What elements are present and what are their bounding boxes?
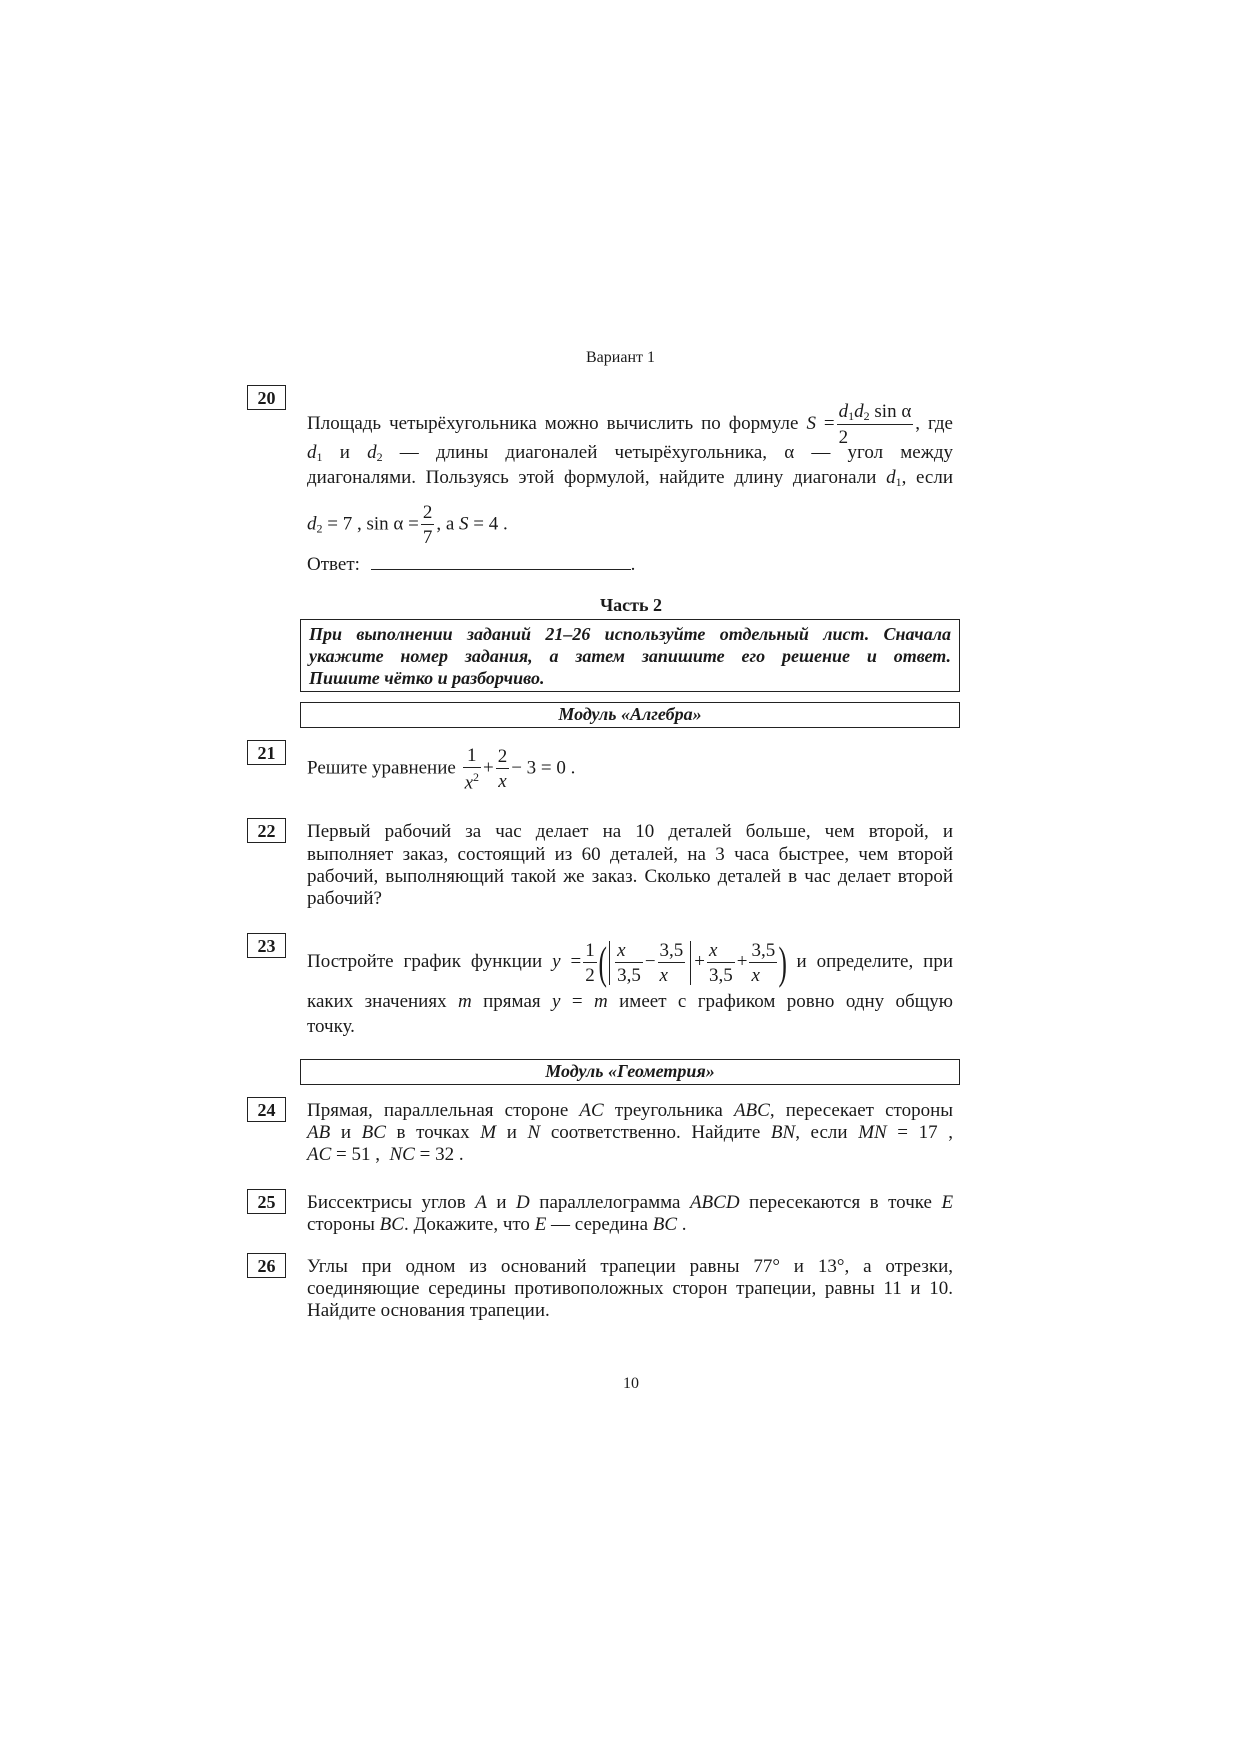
task-23-line-1: Постройте график функции y = $\frac{1}{2}$ ( $\frac{x}{3,5}$ − $\frac{3,5}{x}$ + $\frac{x}{3,5}$ + $\frac{3,5}{x}$ ) и определите, при	[307, 936, 954, 988]
task-22-line-3: рабочий, выполняющий такой же заказ. Сколько деталей в час делает второй	[307, 866, 953, 887]
task-number-24: 24	[247, 1097, 286, 1122]
task-21-line-1: Решите уравнение $\frac{1}{x^2}$ + $\frac{2}{x}$ − 3 = 0 .	[307, 745, 576, 794]
sin-alpha-fraction: $\frac{2}{7}$	[422, 502, 433, 548]
part-2-title: Часть 2	[599, 595, 663, 615]
task-number-23: 23	[247, 933, 286, 958]
task-20-line-2: $d_1$ и $d_2$ — длины диагоналей четырёхугольника, α — угол между	[307, 442, 954, 464]
part-2-instructions-box	[300, 619, 960, 692]
page-number: 10	[623, 1375, 639, 1392]
task-24-line-1: Прямая, параллельная стороне AC треугольника ABC, пересекает стороны	[307, 1100, 954, 1121]
task-26-line-2: соединяющие середины противоположных сторон трапеции, равны 11 и 10.	[307, 1278, 953, 1299]
task-22-line-4: рабочий?	[307, 888, 382, 909]
task-20-line-1: Площадь четырёхугольника можно вычислить по формуле S = $\frac{d_1d_2 \sin \alpha}{2}$ , где	[307, 401, 953, 448]
task-23-line-3: точку.	[307, 1016, 355, 1037]
task-20-line-4: $d_2 = 7$ , sin α = $\frac{2}{7}$ , а S = 4 .	[307, 502, 508, 548]
area-formula-fraction: $\frac{d_1d_2 \sin \alpha}{2}$	[838, 401, 912, 448]
instructions-line-1: При выполнении заданий 21–26 используйте отдельный лист. Сначала	[309, 624, 951, 644]
task-number-22: 22	[247, 818, 286, 843]
task-23-line-2: каких значениях m прямая y = m имеет с графиком ровно одну общую	[307, 991, 954, 1012]
answer-line-20: Ответ: .	[307, 554, 636, 575]
module-algebra-header: Модуль «Алгебра»	[300, 702, 960, 728]
task-22-line-1: Первый рабочий за час делает на 10 деталей больше, чем второй, и	[307, 821, 953, 842]
equation-fraction-2: $\frac{2}{x}$	[497, 746, 508, 793]
equation-fraction-1: $\frac{1}{x^2}$	[464, 745, 479, 794]
page-header: Вариант 1	[586, 349, 655, 366]
task-number-21: 21	[247, 740, 286, 765]
task-26-line-1: Углы при одном из оснований трапеции равны 77° и 13°, а отрезки,	[307, 1256, 953, 1277]
task-number-26: 26	[247, 1253, 286, 1278]
answer-label: Ответ:	[307, 554, 360, 575]
instructions-line-2: укажите номер задания, а затем запишите его решение и ответ.	[309, 646, 951, 666]
task-22-line-2: выполняет заказ, состоящий из 60 деталей, на 3 часа быстрее, чем второй	[307, 844, 953, 865]
function-formula: y = $\frac{1}{2}$ ( $\frac{x}{3,5}$ − $\frac{3,5}{x}$ + $\frac{x}{3,5}$ + $\frac{3,5}{x}$ )	[552, 936, 788, 988]
task-number-25: 25	[247, 1189, 286, 1214]
task-20-line-3: диагоналями. Пользуясь этой формулой, найдите длину диагонали $d_1$, если	[307, 467, 953, 489]
task-24-line-3: AC = 51 , NC = 32 .	[307, 1144, 464, 1165]
instructions-line-3: Пишите чётко и разборчиво.	[309, 668, 545, 688]
task-number-20: 20	[247, 385, 286, 410]
task-24-line-2: AB и BC в точках M и N соответственно. Найдите BN, если MN = 17 ,	[307, 1122, 954, 1143]
module-geometry-header: Модуль «Геометрия»	[300, 1059, 960, 1085]
task-25-line-1: Биссектрисы углов A и D параллелограмма ABCD пересекаются в точке E	[307, 1192, 954, 1213]
task-26-line-3: Найдите основания трапеции.	[307, 1300, 550, 1321]
answer-field[interactable]	[371, 553, 631, 570]
task-25-line-2: стороны BC. Докажите, что E — середина BC .	[307, 1214, 687, 1235]
